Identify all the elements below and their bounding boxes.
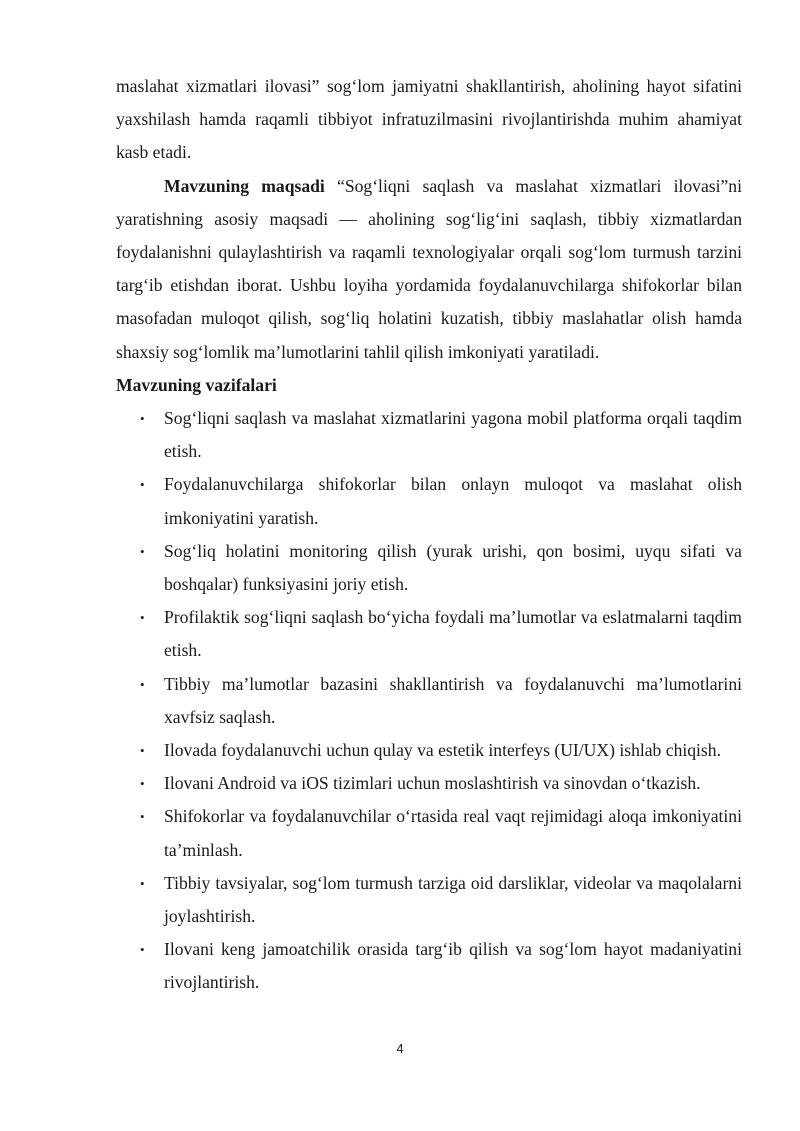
bullet-marker: • xyxy=(140,875,145,891)
goal-paragraph xyxy=(116,170,742,369)
bullet-marker: • xyxy=(140,411,145,427)
task-text: Tibbiy tavsiyalar, sog‘lom turmush tarziga oid darsliklar, videolar va maqolalarni joylashtirish. xyxy=(164,872,742,927)
tasks-heading: Mavzuning vazifalari xyxy=(116,374,277,395)
goal-label: Mavzuning maqsadi xyxy=(164,175,325,196)
bullet-marker: • xyxy=(140,676,145,692)
task-text: Tibbiy ma’lumotlar bazasini shakllantirish va foydalanuvchi ma’lumotlarini xavfsiz saqlash. xyxy=(164,673,742,727)
bullet-marker: • xyxy=(140,743,145,759)
bullet-marker: • xyxy=(140,610,145,626)
task-list-item xyxy=(116,867,742,933)
task-list-item xyxy=(116,734,742,767)
task-text: Ilovada foydalanuvchi uchun qulay va estetik interfeys (UI/UX) ishlab chiqish. xyxy=(164,740,721,761)
task-list-item xyxy=(116,535,742,601)
task-text: Profilaktik sog‘liqni saqlash bo‘yicha foydali ma’lumotlar va eslatmalarni taqdim etish. xyxy=(164,607,742,661)
task-list-item xyxy=(116,402,742,468)
task-list-item xyxy=(116,468,742,534)
task-list-item xyxy=(116,668,742,734)
page-content xyxy=(116,70,742,1000)
task-list-item xyxy=(116,767,742,800)
bullet-marker: • xyxy=(140,809,145,825)
task-text: Sog‘liq holatini monitoring qilish (yurak urishi, qon bosimi, uyqu sifati va boshqalar) funksiyasini joriy etish. xyxy=(164,540,742,595)
task-text: Sog‘liqni saqlash va maslahat xizmatlarini yagona mobil platforma orqali taqdim etish. xyxy=(164,408,742,462)
bullet-marker: • xyxy=(140,776,145,792)
task-list-item xyxy=(116,601,742,667)
goal-text: “Sog‘liqni saqlash va maslahat xizmatlari ilovasi”ni yaratishning asosiy maqsadi — aholining sog‘lig‘ini saqlash, tibbiy xizmatlardan foydalanishni qulaylashtirish va raqamli texnologiyalar orqali sog‘lom turmush tarzini targ‘ib etishdan iborat. Ushbu loyiha yordamida foydalanuvchilarga shifokorlar bilan masofadan muloqot qilish, sog‘liq holatini kuzatish, tibbiy maslahatlar olish hamda shaxsiy sog‘lomlik ma’lumotlarini tahlil qilish imkoniyati yaratiladi. xyxy=(116,175,742,362)
task-list-item xyxy=(116,800,742,866)
intro-paragraph: maslahat xizmatlari ilovasi” sog‘lom jamiyatni shakllantirish, aholining hayot sifatini yaxshilash hamda raqamli tibbiyot infratuzilmasini rivojlantirishda muhim ahamiyat kasb etadi. xyxy=(116,76,742,163)
bullet-marker: • xyxy=(140,543,145,559)
task-text: Shifokorlar va foydalanuvchilar o‘rtasida real vaqt rejimidagi aloqa imkoniyatini ta’minlash. xyxy=(164,806,742,860)
page-number: 4 xyxy=(396,1041,404,1056)
bullet-marker: • xyxy=(140,477,145,493)
task-list-item xyxy=(116,933,742,999)
tasks-list xyxy=(116,402,742,1000)
bullet-marker: • xyxy=(140,942,145,958)
task-text: Ilovani Android va iOS tizimlari uchun moslashtirish va sinovdan o‘tkazish. xyxy=(164,773,701,794)
task-text: Ilovani keng jamoatchilik orasida targ‘ib qilish va sog‘lom hayot madaniyatini rivojlantirish. xyxy=(164,939,742,993)
task-text: Foydalanuvchilarga shifokorlar bilan onlayn muloqot va maslahat olish imkoniyatini yaratish. xyxy=(164,474,742,528)
